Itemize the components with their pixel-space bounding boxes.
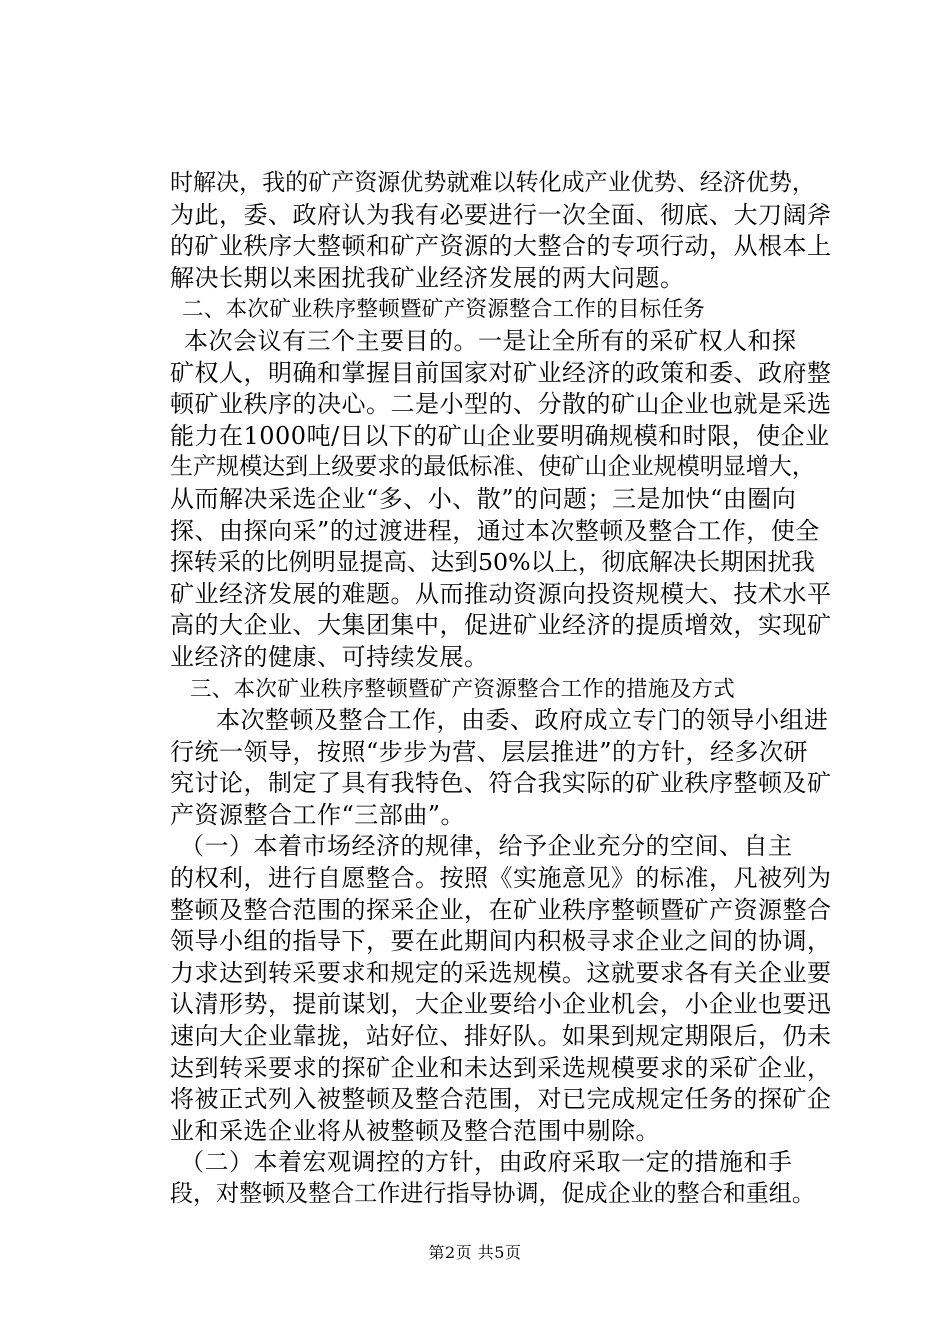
paragraph-line: 探、由探向采”的过渡进程，通过本次整顿及整合工作，使全 (170, 516, 820, 545)
paragraph-line: 解决长期以来困扰我矿业经济发展的两大问题。 (170, 263, 685, 292)
paragraph-line: 究讨论，制定了具有我特色、符合我实际的矿业秩序整顿及矿 (170, 769, 832, 798)
section-heading: 二、本次矿业秩序整顿暨矿产资源整合工作的目标任务 (182, 297, 706, 323)
paragraph-line: 的矿业秩序大整顿和矿产资源的大整合的专项行动，从根本上 (170, 232, 832, 261)
paragraph-line: 产资源整合工作“三部曲”。 (170, 800, 466, 829)
paragraph-line: 业和采选企业将从被整顿及整合范围中剔除。 (170, 1116, 660, 1145)
paragraph-line: 为此，委、政府认为我有必要进行一次全面、彻底、大刀阔斧 (170, 200, 832, 229)
paragraph-line: 速向大企业靠拢，站好位、排好队。如果到规定期限后，仍未 (170, 1022, 832, 1051)
paragraph-line: 矿权人，明确和掌握目前国家对矿业经济的政策和委、政府整 (170, 358, 832, 387)
paragraph-line: 探转采的比例明显提高、达到50%以上，彻底解决长期困扰我 (170, 548, 815, 577)
paragraph-line: 整顿及整合范围的探采企业，在矿业秩序整顿暨矿产资源整合 (170, 895, 832, 924)
paragraph-line: 将被正式列入被整顿及整合范围，对已完成规定任务的探矿企 (170, 1085, 832, 1114)
paragraph-line: 本次会议有三个主要目的。一是让全所有的采矿权人和探 (184, 326, 797, 355)
paragraph-line: 高的大企业、大集团集中，促进矿业经济的提质增效，实现矿 (170, 611, 832, 640)
paragraph-line: 本次整顿及整合工作，由委、政府成立专门的领导小组进 (216, 706, 829, 735)
paragraph-line: （二）本着宏观调控的方针，由政府采取一定的措施和手 (180, 1148, 793, 1177)
paragraph-line: 顿矿业秩序的决心。二是小型的、分散的矿山企业也就是采选 (170, 390, 832, 419)
section-heading: 三、本次矿业秩序整顿暨矿产资源整合工作的措施及方式 (190, 676, 736, 702)
paragraph-line: 行统一领导，按照“步步为营、层层推进”的方针，经多次研 (170, 737, 809, 766)
paragraph-line: 段，对整顿及整合工作进行指导协调，促成企业的整合和重组。 (170, 1181, 815, 1207)
paragraph-line: 达到转采要求的探矿企业和未达到采选规模要求的采矿企业， (170, 1053, 832, 1082)
paragraph-line: 能力在1000吨/日以下的矿山企业要明确规模和时限，使企业 (170, 421, 830, 450)
paragraph-line: （一）本着市场经济的规律，给予企业充分的空间、自主 (180, 832, 793, 861)
paragraph-line: 从而解决采选企业“多、小、散”的问题；三是加快“由圈向 (170, 484, 797, 513)
paragraph-line: 认清形势，提前谋划，大企业要给小企业机会，小企业也要迅 (170, 990, 832, 1019)
paragraph-line: 的权利，进行自愿整合。按照《实施意见》的标准，凡被列为 (170, 864, 832, 893)
paragraph-line: 生产规模达到上级要求的最低标准、使矿山企业规模明显增大， (170, 454, 815, 481)
paragraph-line: 领导小组的指导下，要在此期间内积极寻求企业之间的协调， (170, 927, 832, 956)
paragraph-line: 业经济的健康、可持续发展。 (170, 642, 489, 671)
paragraph-line: 力求达到转采要求和规定的采选规模。这就要求各有关企业要 (170, 958, 832, 987)
paragraph-line: 时解决，我的矿产资源优势就难以转化成产业优势、经济优势， (170, 170, 815, 196)
paragraph-line: 矿业经济发展的难题。从而推动资源向投资规模大、技术水平 (170, 579, 832, 608)
page-number-footer: 第2页 共5页 (428, 1243, 522, 1262)
document-body (170, 168, 832, 1211)
